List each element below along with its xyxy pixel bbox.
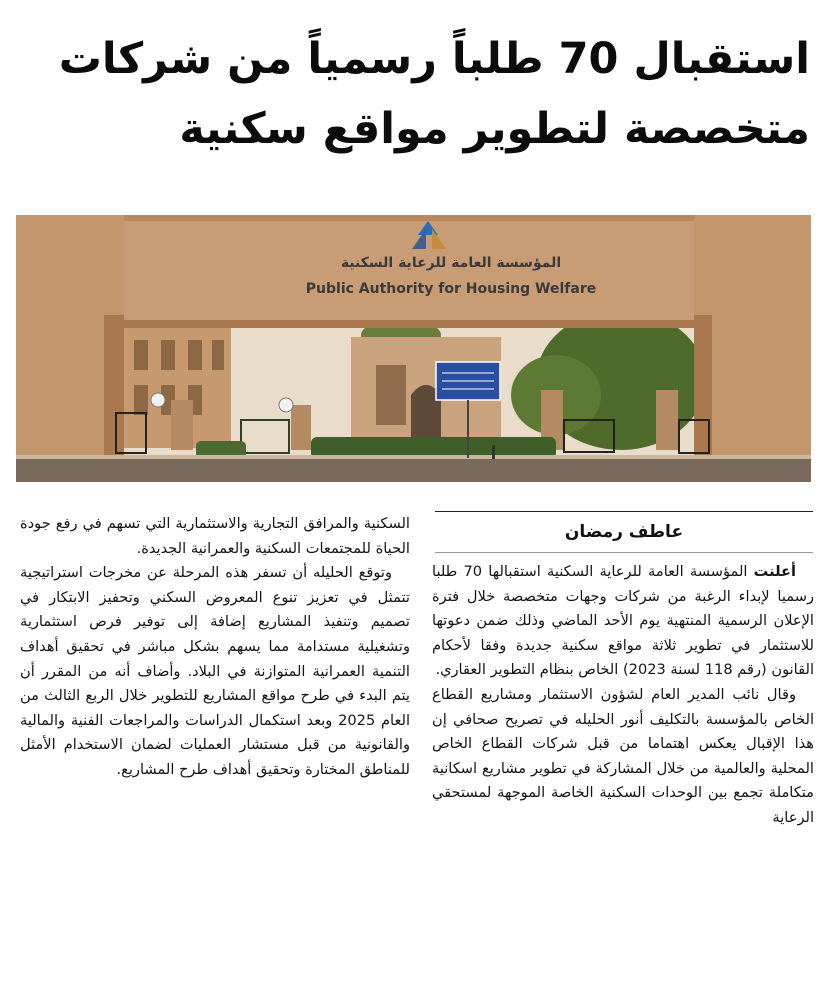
article-photo bbox=[16, 215, 811, 482]
headline-line-2: متخصصة لتطوير مواقع سكنية bbox=[179, 104, 810, 154]
paragraph-1 bbox=[432, 560, 814, 683]
headline-line-1: استقبال 70 طلباً رسمياً من شركات bbox=[58, 34, 810, 84]
byline-bottom-rule bbox=[435, 552, 813, 553]
paragraph-3: السكنية والمرافق التجارية والاستثمارية التي تسهم في رفع جودة الحياة للمجتمعات السكنية والعمرانية الجديدة. bbox=[20, 515, 410, 557]
byline-top-rule bbox=[435, 511, 813, 512]
article-column-left bbox=[20, 512, 410, 987]
paragraph-4: وتوقع الحليله أن تسفر هذه المرحلة عن مخرجات استراتيجية تتمثل في تعزيز تنوع المعروض السكني وتحفيز الابتكار في تصميم وتنفيذ المشاريع إضافة إلى توفير فرص استثمارية وتشغيلية مستدامة مما يسهم بشكل مباشر في تحقيق أهداف التنمية العمرانية المتوازنة في البلاد. وأضاف أنه من المقرر أن يتم البدء في طرح مواقع المشاريع للتطوير خلال الربع الثالث من العام 2025 وبعد استكمال الدراسات والمراجعات الفنية والمالية والقانونية من قبل مستشار العمليات لضمان الاستخدام الأمثل للمناطق المختارة وتحقيق أهداف طرح المشاريع. bbox=[20, 564, 410, 778]
sign-arabic-text: المؤسسة العامة للرعاية السكنية bbox=[340, 255, 562, 271]
housing-authority-gate-illustration bbox=[16, 215, 811, 482]
paragraph-1-text: المؤسسة العامة للرعاية السكنية استقبالها 70 طلبا رسميا لإبداء الرغبة من شركات وجهات متخصصة خلال فترة الإعلان الرسمية المنتهية يوم الأحد الماضي وذلك ضمن دعوتها للاستثمار في تطوير ثلاثة مواقع سكنية جديدة وفقا لأحكام القانون (رقم 118 لسنة 2023) الخاص بنظام التطوير العقاري. bbox=[432, 563, 814, 679]
lead-word: أعلنت bbox=[753, 563, 797, 580]
paragraph-2: وقال نائب المدير العام لشؤون الاستثمار ومشاريع القطاع الخاص بالمؤسسة بالتكليف أنور الحليله في تصريح صحافي إن هذا الإقبال يعكس اهتماما من قبل شركات القطاع الخاص المحلية والعالمية من خلال المشاركة في تطوير مشاريع اسكانية متكاملة تجمع بين الوحدات السكنية الخاصة الموجهة لمستحقي الرعاية bbox=[432, 685, 814, 826]
article-column-right bbox=[432, 560, 814, 980]
byline: عاطف رمضان bbox=[564, 522, 684, 542]
sign-english-text: Public Authority for Housing Welfare bbox=[305, 281, 597, 297]
headline bbox=[20, 24, 810, 164]
